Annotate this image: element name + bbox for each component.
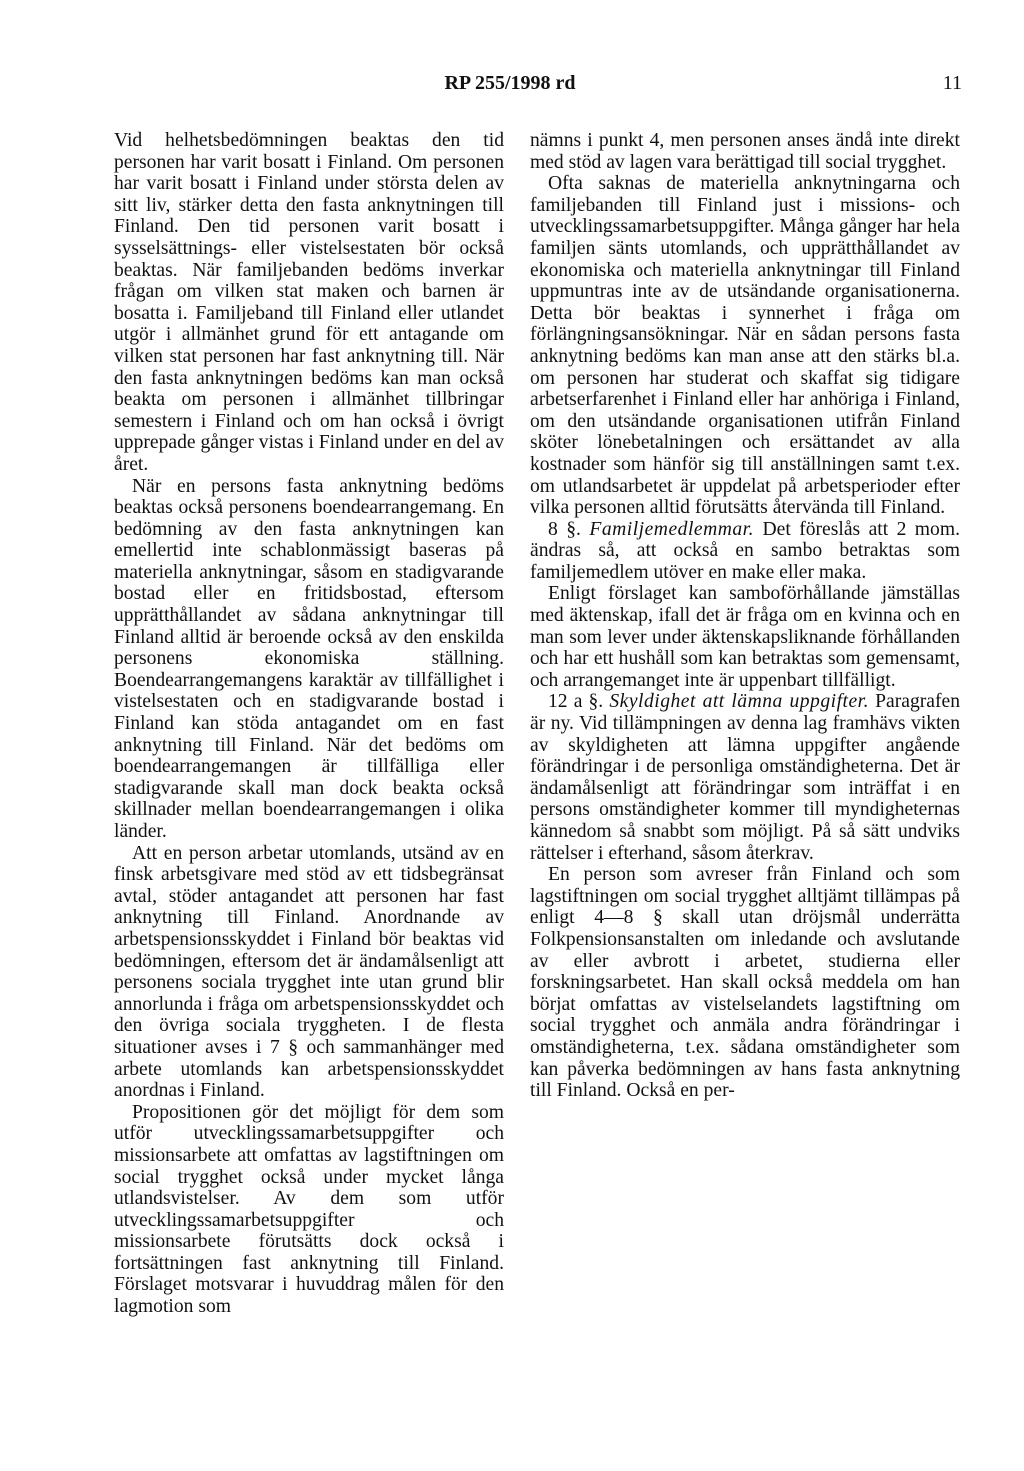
paragraph: Ofta saknas de materiella anknytningarna och familjebanden till Finland just i missions- och utvecklingssamarbetsuppgifter. Många gånger har hela familjen sänts utomlands, och upprätthållandet av ekonomiska och materiella anknytningar till Finland uppmuntras inte av de utsändande organisationerna. Detta bör beaktas i synnerhet i fråga om förlängningsansökningar. När en sådan persons fasta anknytning bedöms kan man anse att den stärks bl.a. om personen har studerat och skaffat sig tidigare arbetserfarenhet i Finland eller har anhöriga i Finland, om den utsändande organisationen utifrån Finland sköter lönebetalningen och ersättandet av alla kostnader som hänför sig till anställningen samt t.ex. om utlandsarbetet är uppdelat på arbetsperioder efter vilka personen alltid förutsätts återvända till Finland. xyxy=(530,173,960,519)
paragraph: En person som avreser från Finland och som lagstiftningen om social trygghet alltjämt tillämpas på enligt 4—8 § skall utan dröjsmål underrätta Folkpensionsanstalten om inledande och avslutande av eller avbrott i arbetet, studierna eller forskningsarbetet. Han skall också meddela om han börjat omfattas av vistelselandets lagstiftning om social trygghet och anmäla andra förändringar i omständigheterna, t.ex. sådana omständigheter som kan påverka bedömningen av hans fasta anknytning till Finland. Också en per- xyxy=(530,864,960,1102)
section-text: Det föreslås att 2 mom. ändras så, att också en sambo betraktas som familjemedlem utöver en make eller maka. xyxy=(530,518,960,583)
page-header xyxy=(0,72,1024,106)
paragraph: Vid helhetsbedömningen beaktas den tid personen har varit bosatt i Finland. Om personen har varit bosatt i Finland under största delen av sitt liv, stärker detta den fasta anknytningen till Finland. Den tid personen varit bosatt i sysselsättnings- eller vistelsestaten bör också beaktas. När familjebanden bedöms inverkar frågan om vilken stat maken och barnen är bosatta i. Familjeband till Finland eller utlandet utgör i allmänhet grund för ett antagande om vilken stat personen har fast anknytning till. När den fasta anknytningen bedöms kan man också beakta om personen i allmänhet tillbringar semestern i Finland och om han också i övrigt upprepade gånger vistas i Finland under en del av året. xyxy=(114,130,504,475)
section-text: Paragrafen är ny. Vid tillämpningen av denna lag framhävs vikten av skyldigheten att lämna uppgifter angående förändringar i de personliga omständigheterna. Det är ändamålsenligt att förändringar som inträffat i en persons omständigheter kommer till myndigheternas kännedom så snabbt som möjligt. På så sätt undviks rättelser i efterhand, såsom återkrav. xyxy=(530,691,961,864)
paragraph: När en persons fasta anknytning bedöms beaktas också personens boendearrangemang. En bedömning av den fasta anknytningen kan emellertid inte schablonmässigt baseras på materiella anknytningar, såsom en stadigvarande bostad eller en fritidsbostad, eftersom upprätthållandet av sådana anknytningar till Finland alltid är beroende också av den enskilda personens ekonomiska ställning. Boendearrangemangens karaktär av tillfällighet i vistelsestaten och en stadigvarande bostad i Finland kan stöda antagandet om en fast anknytning till Finland. När det bedöms om boendearrangemangen är tillfälliga eller stadigvarande skall man dock beakta också skillnader mellan boendearrangemangen i olika länder. xyxy=(114,475,504,842)
section-number: 12 a §. xyxy=(548,691,604,713)
page-number: 11 xyxy=(942,72,962,94)
document-id: RP 255/1998 rd xyxy=(444,72,576,94)
section-paragraph xyxy=(530,519,960,584)
section-heading: Familjemedlemmar. xyxy=(589,518,755,540)
paragraph: Propositionen gör det möjligt för dem som utför utvecklingssamarbetsuppgifter och missionsarbete att omfattas av lagstiftningen om social trygghet också under mycket långa utlandsvistelser. Av dem som utför utvecklingssamarbetsuppgifter och missionsarbete förutsätts dock också i fortsättningen fast anknytning till Finland. Förslaget motsvarar i huvuddrag målen för den lagmotion som xyxy=(114,1101,504,1318)
paragraph: Att en person arbetar utomlands, utsänd av en finsk arbetsgivare med stöd av ett tidsbegränsat avtal, stöder antagandet att personen har fast anknytning till Finland. Anordnande av arbetspensionsskyddet i Finland bör beaktas vid bedömningen, eftersom det är ändamålsenligt att personens sociala trygghet inte utan grund blir annorlunda i fråga om arbetspensionsskyddet och den övriga sociala tryggheten. I de flesta situationer avses i 7 § och sammanhänger med arbete utomlands kan arbetspensionsskyddet anordnas i Finland. xyxy=(114,842,504,1102)
section-number: 8 §. xyxy=(548,518,581,540)
right-column xyxy=(530,130,960,1102)
paragraph: Enligt förslaget kan samboförhållande jämställas med äktenskap, ifall det är fråga om en kvinna och en man som lever under äktenskapsliknande förhållanden och har ett hushåll som kan betraktas som gemensamt, och arrangemanget inte är uppenbart tillfälligt. xyxy=(530,583,960,691)
section-paragraph xyxy=(530,691,960,864)
paragraph: nämns i punkt 4, men personen anses ändå inte direkt med stöd av lagen vara berättigad till social trygghet. xyxy=(530,130,960,173)
left-column xyxy=(114,130,504,1318)
section-heading: Skyldighet att lämna uppgifter. xyxy=(609,691,870,713)
